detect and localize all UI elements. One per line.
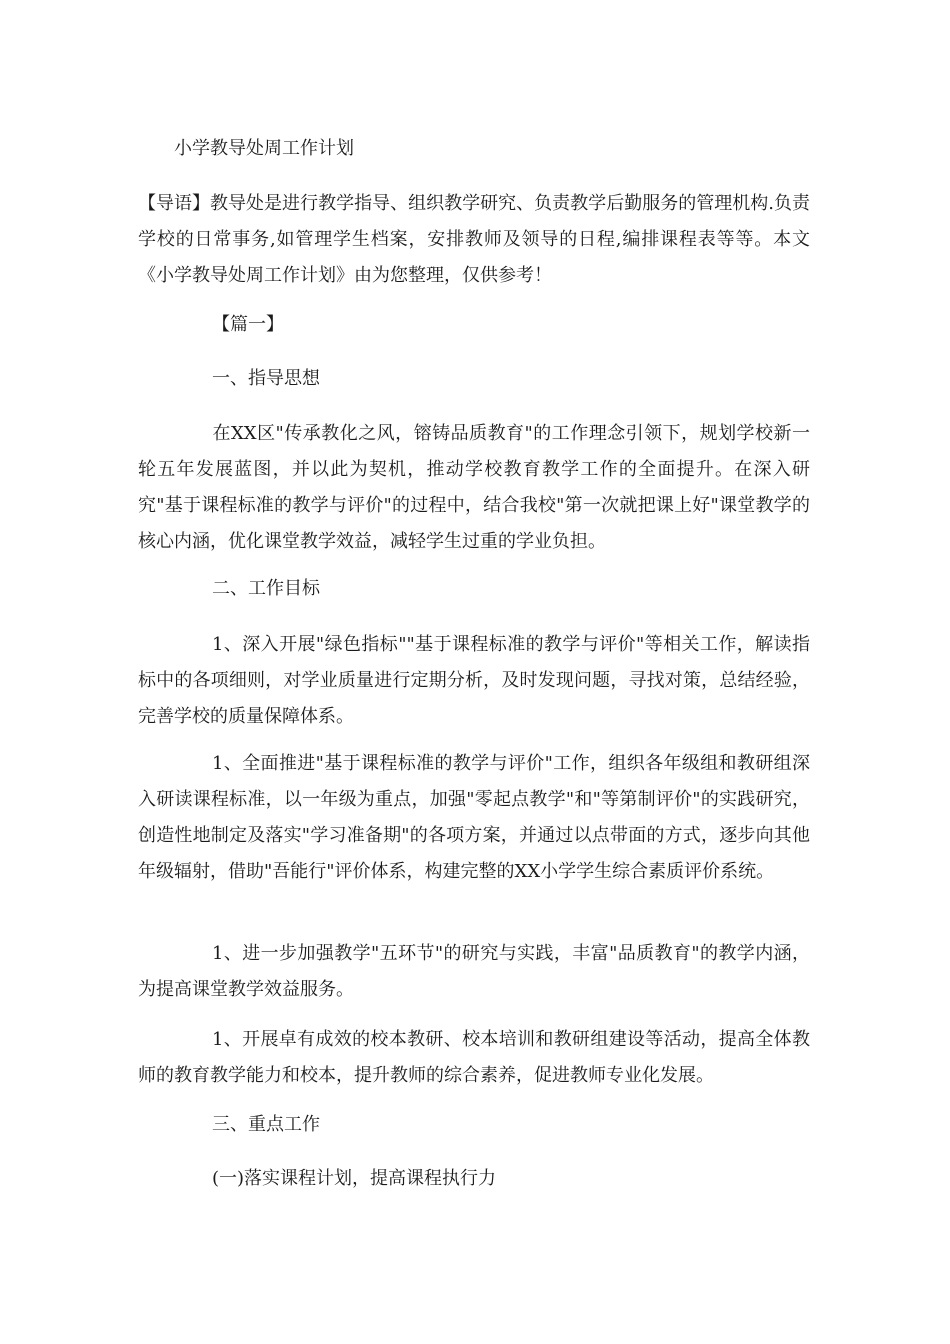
- goal-text: 1、全面推进"基于课程标准的教学与评价"工作，组织各年级组和教研组深入研读课程标准，以一年级为重点，加强"零起点教学"和"等第制评价"的实践研究，创造性地制定及落实"学习准备期"的各项方案，并通过以点带面的方式，逐步向其他年级辐射，借助"吾能行"评价体系，构建完整的XX小学学生综合素质评价系统。: [138, 753, 810, 882]
- section-marker: 【篇一】: [212, 314, 284, 335]
- goal-text: 1、深入开展"绿色指标""基于课程标准的教学与评价"等相关工作，解读指标中的各项细则，对学业质量进行定期分析，及时发现问题，寻找对策，总结经验，完善学校的质量保障体系。: [138, 634, 810, 727]
- goal-item: [138, 936, 810, 1008]
- goal-item: [138, 746, 810, 890]
- heading-key-work: 三、重点工作: [212, 1114, 320, 1135]
- intro-paragraph: [138, 186, 810, 294]
- paragraph-guiding-ideology: [138, 416, 810, 560]
- heading-guiding-ideology: 一、指导思想: [212, 368, 320, 389]
- paragraph-text: 在XX区"传承教化之风，镕铸品质教育"的工作理念引领下，规划学校新一轮五年发展蓝图，并以此为契机，推动学校教育教学工作的全面提升。在深入研究"基于课程标准的教学与评价"的过程中，结合我校"第一次就把课上好"课堂教学的核心内涵，优化课堂教学效益，减轻学生过重的学业负担。: [138, 423, 810, 552]
- goal-item: [138, 1022, 810, 1094]
- document-title: 小学教导处周工作计划: [174, 138, 354, 159]
- goal-text: 1、进一步加强教学"五环节"的研究与实践，丰富"品质教育"的教学内涵，为提高课堂教学效益服务。: [138, 943, 810, 1000]
- heading-work-goals: 二、工作目标: [212, 578, 320, 599]
- goal-text: 1、开展卓有成效的校本教研、校本培训和教研组建设等活动，提高全体教师的教育教学能力和校本，提升教师的综合素养，促进教师专业化发展。: [138, 1029, 810, 1086]
- intro-text: 【导语】教导处是进行教学指导、组织教学研究、负责教学后勤服务的管理机构.负责学校的日常事务,如管理学生档案，安排教师及领导的日程,编排课程表等等。本文《小学教导处周工作计划》由为您整理，仅供参考！: [138, 193, 810, 286]
- sub-heading-curriculum: (一)落实课程计划，提高课程执行力: [212, 1168, 497, 1189]
- goal-item: [138, 627, 810, 735]
